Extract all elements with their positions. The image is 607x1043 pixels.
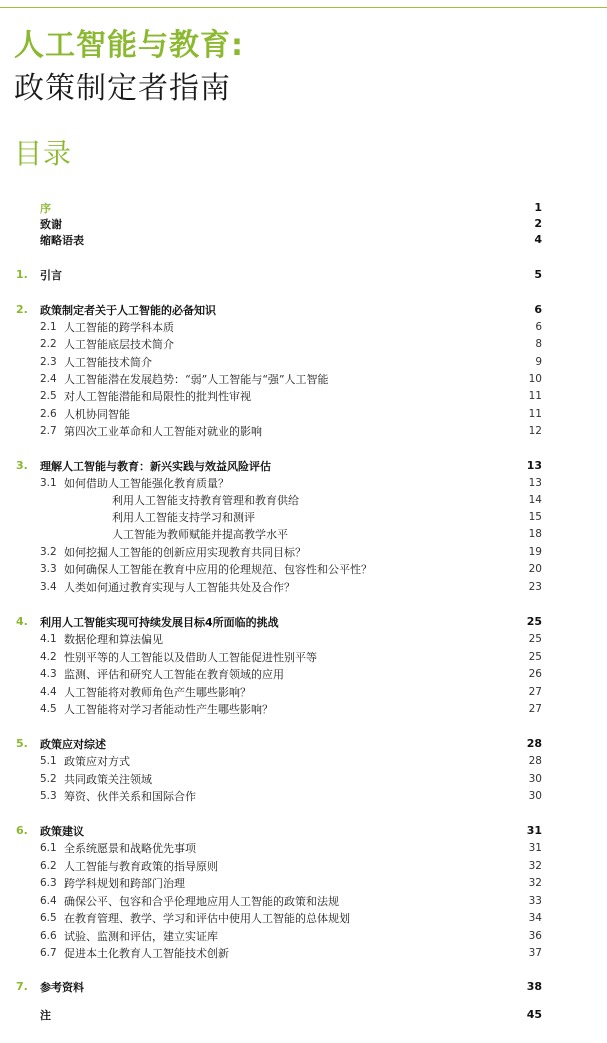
toc-entry-page: 45 (526, 1008, 542, 1021)
toc-entry-page: 27 (528, 685, 542, 698)
toc-entry-number: 5.2 (40, 772, 57, 785)
toc-entry-label: 注 (40, 1008, 51, 1022)
toc-entry-label: 利用人工智能支持学习和测评 (112, 510, 255, 524)
toc-entry-number: 2.4 (40, 372, 57, 385)
toc-entry-label: 缩略语表 (40, 233, 84, 247)
toc-entry-page: 33 (528, 894, 542, 907)
toc-entry-page: 20 (528, 562, 542, 575)
toc-entry[interactable] (16, 613, 542, 630)
toc-entry-label: 政策应对综述 (40, 737, 106, 751)
toc-entry-page: 31 (526, 824, 542, 837)
toc-entry-label: 如何确保人工智能在教育中应用的伦理规范、包容性和公平性？ (64, 562, 372, 576)
toc-entry-page: 2 (534, 217, 542, 230)
document-subtitle: 政策制定者指南 (14, 71, 231, 106)
toc-entry-number: 1. (16, 268, 28, 281)
toc-entry-page: 32 (528, 859, 542, 872)
toc-entry-number: 4.5 (40, 702, 57, 715)
toc-entry-page: 8 (535, 337, 542, 350)
toc-entry-page: 23 (528, 580, 542, 593)
toc-entry-label: 试验、监测和评估，建立实证库 (64, 929, 218, 943)
toc-entry-label: 理解人工智能与教育：新兴实践与效益风险评估 (40, 459, 271, 473)
toc-entry[interactable] (16, 839, 542, 856)
toc-entry-page: 13 (526, 459, 542, 472)
toc-entry[interactable] (16, 491, 542, 508)
toc-entry-label: 人类如何通过教育实现与人工智能共处及合作？ (64, 580, 295, 594)
toc-entry-page: 27 (528, 702, 542, 715)
toc-entry-page: 13 (528, 476, 542, 489)
toc-entry-number: 5.3 (40, 789, 57, 802)
toc-entry-label: 人工智能潜在发展趋势：“弱”人工智能与“强”人工智能 (64, 372, 329, 386)
toc-entry[interactable] (16, 927, 542, 944)
toc-entry-label: 参考资料 (40, 980, 84, 994)
toc-entry-page: 18 (528, 527, 542, 540)
toc-entry-label: 引言 (40, 268, 62, 282)
toc-entry-label: 第四次工业革命和人工智能对就业的影响 (64, 424, 262, 438)
toc-entry-page: 11 (528, 407, 542, 420)
toc-entry-label: 对人工智能潜能和局限性的批判性审视 (64, 389, 251, 403)
toc-entry-page: 14 (528, 493, 542, 506)
toc-entry-number: 4.3 (40, 667, 57, 680)
toc-entry-page: 9 (535, 355, 542, 368)
toc-entry-page: 38 (526, 980, 542, 993)
toc-entry[interactable] (16, 370, 542, 387)
toc-entry-page: 10 (528, 372, 542, 385)
toc-entry-number: 2. (16, 303, 28, 316)
toc-entry[interactable] (16, 700, 542, 717)
toc-entry-label: 监测、评估和研究人工智能在教育领域的应用 (64, 667, 284, 681)
toc-entry[interactable] (16, 735, 542, 752)
toc-entry[interactable] (16, 353, 542, 370)
toc-entry[interactable] (16, 787, 542, 804)
toc-entry-page: 25 (528, 650, 542, 663)
toc-entry-page: 30 (528, 789, 542, 802)
toc-entry-label: 人工智能底层技术简介 (64, 337, 174, 351)
toc-entry-number: 2.6 (40, 407, 57, 420)
toc-entry[interactable] (16, 683, 542, 700)
toc-entry-number: 5. (16, 737, 28, 750)
toc-entry[interactable] (16, 822, 542, 839)
toc-entry-page: 19 (528, 545, 542, 558)
toc-entry-number: 6.4 (40, 894, 57, 907)
toc-entry[interactable] (16, 648, 542, 665)
toc-entry-page: 36 (528, 929, 542, 942)
toc-entry-page: 11 (528, 389, 542, 402)
toc-entry-page: 6 (534, 303, 542, 316)
toc-entry-page: 28 (526, 737, 542, 750)
toc-entry-label: 人工智能将对教师角色产生哪些影响？ (64, 685, 251, 699)
toc-entry[interactable] (16, 318, 542, 335)
toc-entry[interactable] (16, 752, 542, 769)
toc-entry-page: 5 (534, 268, 542, 281)
toc-entry-number: 2.2 (40, 337, 57, 350)
toc-entry-page: 30 (528, 772, 542, 785)
toc-entry[interactable] (16, 892, 542, 909)
toc-entry-number: 6.5 (40, 911, 57, 924)
toc-entry-number: 4. (16, 615, 28, 628)
toc-entry-label: 政策应对方式 (64, 754, 130, 768)
toc-entry-label: 数据伦理和算法偏见 (64, 632, 163, 646)
toc-entry[interactable] (16, 560, 542, 577)
toc-entry[interactable] (16, 266, 542, 283)
toc-entry-label: 全系统愿景和战略优先事项 (64, 841, 196, 855)
toc-entry-label: 共同政策关注领域 (64, 772, 152, 786)
toc-entry-label: 人工智能为教师赋能并提高教学水平 (112, 527, 288, 541)
toc-entry-page: 6 (535, 320, 542, 333)
toc-entry[interactable] (16, 944, 542, 961)
toc-entry-number: 4.1 (40, 632, 57, 645)
toc-entry[interactable] (16, 215, 542, 232)
toc-entry-label: 利用人工智能支持教育管理和教育供给 (112, 493, 299, 507)
toc-entry-page: 37 (528, 946, 542, 959)
toc-entry-label: 性别平等的人工智能以及借助人工智能促进性别平等 (64, 650, 317, 664)
toc-entry[interactable] (16, 231, 542, 248)
toc-entry-number: 6.7 (40, 946, 57, 959)
toc-entry-label: 人工智能技术简介 (64, 355, 152, 369)
toc-entry-number: 2.5 (40, 389, 57, 402)
toc-entry-number: 6.1 (40, 841, 57, 854)
toc-entry-page: 26 (528, 667, 542, 680)
toc-entry[interactable] (16, 422, 542, 439)
toc-entry-page: 34 (528, 911, 542, 924)
toc-entry-number: 3.4 (40, 580, 57, 593)
toc-entry-label: 利用人工智能实现可持续发展目标4所面临的挑战 (40, 615, 279, 629)
toc-entry-page: 25 (526, 615, 542, 628)
toc-entry[interactable] (16, 630, 542, 647)
toc-entry[interactable] (16, 770, 542, 787)
toc-entry-number: 5.1 (40, 754, 57, 767)
toc-entry-page: 1 (534, 201, 542, 214)
toc-entry[interactable] (16, 199, 542, 216)
toc-entry-number: 3.2 (40, 545, 57, 558)
toc-entry-number: 6.2 (40, 859, 57, 872)
toc-entry-label: 致谢 (40, 217, 62, 231)
toc-entry-number: 3. (16, 459, 28, 472)
toc-entry[interactable] (16, 525, 542, 542)
toc-entry[interactable] (16, 335, 542, 352)
toc-entry-label: 在教育管理、教学、学习和评估中使用人工智能的总体规划 (64, 911, 350, 925)
toc-entry-number: 7. (16, 980, 28, 993)
toc-entry-number: 2.3 (40, 355, 57, 368)
toc-entry-page: 28 (528, 754, 542, 767)
toc-entry[interactable] (16, 578, 542, 595)
toc-entry-number: 2.7 (40, 424, 57, 437)
toc-heading: 目录 (14, 137, 73, 170)
toc-entry-number: 6. (16, 824, 28, 837)
toc-entry-number: 3.1 (40, 476, 57, 489)
toc-entry-label: 人工智能与教育政策的指导原则 (64, 859, 218, 873)
toc-entry-number: 2.1 (40, 320, 57, 333)
toc-entry[interactable] (16, 665, 542, 682)
toc-entry[interactable] (16, 387, 542, 404)
toc-entry-page: 31 (528, 841, 542, 854)
toc-entry[interactable] (16, 1006, 542, 1023)
toc-entry-label: 确保公平、包容和合乎伦理地应用人工智能的政策和法规 (64, 894, 339, 908)
toc-entry[interactable] (16, 978, 542, 995)
toc-entry[interactable] (16, 857, 542, 874)
toc-entry[interactable] (16, 508, 542, 525)
toc-entry-label: 人工智能的跨学科本质 (64, 320, 174, 334)
toc-entry-page: 32 (528, 876, 542, 889)
toc-entry-label: 筹资、伙伴关系和国际合作 (64, 789, 196, 803)
toc-entry-page: 12 (528, 424, 542, 437)
toc-entry-label: 政策制定者关于人工智能的必备知识 (40, 303, 216, 317)
toc-entry[interactable] (16, 909, 542, 926)
toc-entry-label: 人机协同智能 (64, 407, 130, 421)
toc-entry-label: 政策建议 (40, 824, 84, 838)
toc-entry[interactable] (16, 301, 542, 318)
toc-entry[interactable] (16, 874, 542, 891)
toc-entry-number: 6.6 (40, 929, 57, 942)
toc-entry-label: 人工智能将对学习者能动性产生哪些影响？ (64, 702, 273, 716)
toc-entry-label: 如何挖掘人工智能的创新应用实现教育共同目标？ (64, 545, 306, 559)
toc-entry-page: 4 (534, 233, 542, 246)
toc-entry-label: 促进本土化教育人工智能技术创新 (64, 946, 229, 960)
toc-entry-label: 跨学科规划和跨部门治理 (64, 876, 185, 890)
toc-entry-number: 3.3 (40, 562, 57, 575)
toc-entry-label: 如何借助人工智能强化教育质量？ (64, 476, 229, 490)
document-title: 人工智能与教育: (14, 28, 244, 63)
toc-entry[interactable] (16, 543, 542, 560)
toc-entry[interactable] (16, 474, 542, 491)
toc-entry-number: 6.3 (40, 876, 57, 889)
toc-entry[interactable] (16, 457, 542, 474)
toc-entry-label: 序 (40, 201, 51, 215)
toc-entry[interactable] (16, 405, 542, 422)
toc-entry-number: 4.2 (40, 650, 57, 663)
toc-entry-number: 4.4 (40, 685, 57, 698)
toc-entry-page: 25 (528, 632, 542, 645)
toc-entry-page: 15 (528, 510, 542, 523)
